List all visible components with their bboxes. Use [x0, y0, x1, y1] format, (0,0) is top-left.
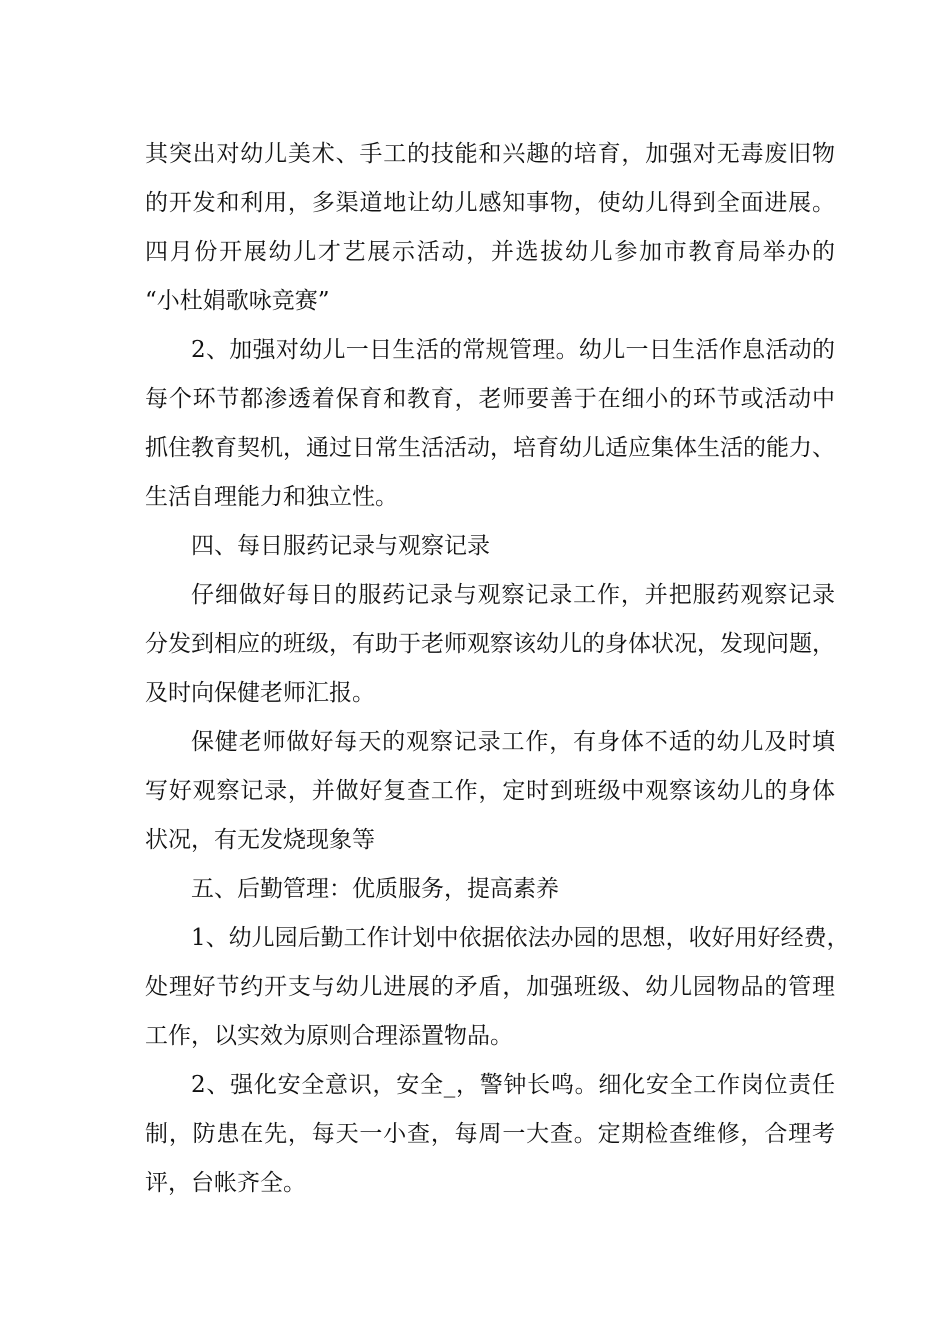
- text-line: 抓住教育契机，通过日常生活活动，培育幼儿适应集体生活的能力、: [145, 435, 835, 461]
- text-line: 四月份开展幼儿才艺展示活动，并选拔幼儿参加市教育局举办的: [145, 239, 835, 265]
- text-line: 每个环节都渗透着保育和教育，老师要善于在细小的环节或活动中: [145, 386, 835, 412]
- text-line: 处理好节约开支与幼儿进展的矛盾，加强班级、幼儿园物品的管理: [145, 974, 835, 1000]
- paragraph-start-line: 保健老师做好每天的观察记录工作，有身体不适的幼儿及时填: [191, 729, 835, 755]
- paragraph-start-line: 仔细做好每日的服药记录与观察记录工作，并把服药观察记录: [191, 582, 835, 608]
- text-line: 写好观察记录，并做好复查工作，定时到班级中观察该幼儿的身体: [145, 778, 835, 804]
- text-line: “小杜娟歌咏竞赛”: [145, 288, 330, 314]
- paragraph-start-line: 1、幼儿园后勤工作计划中依据依法办园的思想，收好用好经费，: [191, 925, 850, 951]
- section-heading: 五、后勤管理：优质服务，提高素养: [191, 876, 559, 902]
- text-line: 分发到相应的班级，有助于老师观察该幼儿的身体状况，发现问题，: [145, 631, 835, 657]
- paragraph-start-line: 2、加强对幼儿一日生活的常规管理。幼儿一日生活作息活动的: [191, 337, 835, 363]
- text-line: 生活自理能力和独立性。: [145, 484, 398, 510]
- text-line: 评，台帐齐全。: [145, 1170, 306, 1196]
- text-line: 其突出对幼儿美术、手工的技能和兴趣的培育，加强对无毒废旧物: [145, 141, 835, 167]
- section-heading: 四、每日服药记录与观察记录: [191, 533, 490, 559]
- text-line: 的开发和利用，多渠道地让幼儿感知事物，使幼儿得到全面进展。: [145, 190, 835, 216]
- text-line: 及时向保健老师汇报。: [145, 680, 375, 706]
- paragraph-start-line: 2、强化安全意识，安全_，警钟长鸣。细化安全工作岗位责任: [191, 1072, 835, 1098]
- text-line: 状况，有无发烧现象等: [145, 827, 375, 853]
- text-line: 制，防患在先，每天一小查，每周一大查。定期检查维修，合理考: [145, 1121, 835, 1147]
- document-body: [145, 130, 850, 1208]
- text-line: 工作，以实效为原则合理添置物品。: [145, 1023, 513, 1049]
